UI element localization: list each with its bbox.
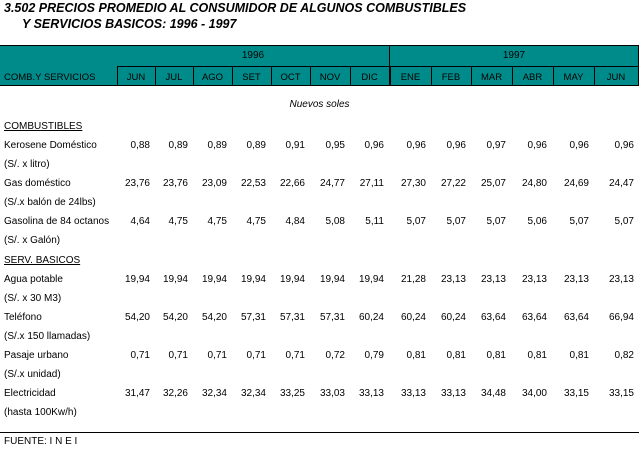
table-cell: 25,07 [480,178,506,189]
table-cell: 57,31 [279,312,305,323]
row-label-header: COMB.Y SERVICIOS [4,72,96,83]
table-cell: 0,95 [325,140,345,151]
year-1997: 1997 [502,50,526,61]
table-cell: 4,75 [168,216,188,227]
month-divider [117,67,118,85]
month-header: JUN [606,72,626,83]
table-cell: 33,13 [400,388,426,399]
table-cell: 0,71 [207,350,227,361]
table-cell: 27,11 [359,178,384,189]
table-cell: 60,24 [358,312,384,323]
row-label: Teléfono [4,312,42,323]
table-cell: 27,30 [400,178,426,189]
month-divider [471,67,472,85]
row-unit: (S/.x 150 llamadas) [4,331,91,342]
table-cell: 0,88 [130,140,150,151]
month-header: ENE [400,72,421,83]
table-cell: 33,15 [563,388,589,399]
table-cell: 34,00 [521,388,547,399]
table-cell: 0,81 [446,350,466,361]
table-cell: 0,89 [168,140,188,151]
table-cell: 5,07 [569,216,589,227]
table-cell: 0,81 [406,350,426,361]
month-divider [553,67,554,85]
table-cell: 19,94 [240,274,266,285]
table-cell: 33,15 [608,388,634,399]
month-divider [232,67,233,85]
month-header: AGO [201,72,224,83]
table-cell: 21,28 [400,274,426,285]
table-cell: 63,64 [480,312,506,323]
table-cell: 0,71 [130,350,150,361]
table-cell: 23,13 [480,274,506,285]
section-heading: SERV. BASICOS [4,255,81,266]
table-cell: 23,13 [563,274,589,285]
month-divider [390,67,391,85]
table-cell: 31,47 [124,388,150,399]
month-header: OCT [280,72,301,83]
section-heading: COMBUSTIBLES [4,121,83,132]
table-cell: 0,91 [285,140,305,151]
table-cell: 19,94 [124,274,150,285]
table-cell: 60,24 [400,312,426,323]
table-cell: 23,13 [521,274,547,285]
table-cell: 5,07 [446,216,466,227]
month-divider [271,67,272,85]
table-cell: 0,71 [246,350,266,361]
table-cell: 5,08 [325,216,345,227]
table-cell: 54,20 [201,312,227,323]
row-unit: (S/. x 30 M3) [4,293,62,304]
month-divider [512,67,513,85]
table-cell: 5,07 [486,216,506,227]
table-cell: 24,47 [608,178,634,189]
table-title-line-1: 3.502 PRECIOS PROMEDIO AL CONSUMIDOR DE ALGUNOS COMBUSTIBLES [4,1,467,15]
row-unit: (hasta 100Kw/h) [4,407,77,418]
header-top-rule [0,45,639,46]
units-label: Nuevos soles [289,99,350,110]
table-cell: 32,26 [162,388,188,399]
row-label: Gasolina de 84 octanos [4,216,110,227]
row-unit: (S/. x litro) [4,159,50,170]
month-header: ABR [522,72,543,83]
table-cell: 63,64 [563,312,589,323]
table-cell: 0,96 [446,140,466,151]
table-cell: 63,64 [521,312,547,323]
table-cell: 5,06 [527,216,547,227]
row-unit: (S/. x Galón) [4,235,61,246]
footer-rule [0,432,639,433]
table-cell: 19,94 [201,274,227,285]
month-header: MAY [563,72,584,83]
month-divider [193,67,194,85]
row-label: Agua potable [4,274,63,285]
table-cell: 33,13 [440,388,466,399]
table-cell: 0,71 [168,350,188,361]
table-cell: 22,66 [279,178,305,189]
table-cell: 27,22 [440,178,466,189]
table-cell: 23,13 [440,274,466,285]
table-cell: 0,71 [285,350,305,361]
month-divider [594,67,595,85]
month-header: MAR [480,72,503,83]
table-cell: 60,24 [440,312,466,323]
table-cell: 0,79 [364,350,384,361]
table-cell: 23,76 [124,178,150,189]
table-cell: 0,96 [406,140,426,151]
month-divider [155,67,156,85]
month-header: NOV [319,72,341,83]
year-1996: 1996 [241,50,265,61]
table-cell: 33,25 [279,388,305,399]
table-cell: 0,96 [569,140,589,151]
row-label: Kerosene Doméstico [4,140,97,151]
month-header: JUL [165,72,183,83]
table-cell: 0,82 [614,350,634,361]
month-header: JUN [126,72,146,83]
table-cell: 0,89 [207,140,227,151]
table-cell: 0,89 [246,140,266,151]
table-cell: 24,69 [563,178,589,189]
table-cell: 24,80 [521,178,547,189]
table-cell: 66,94 [608,312,634,323]
table-cell: 4,84 [285,216,305,227]
table-cell: 34,48 [480,388,506,399]
row-label: Electricidad [4,388,56,399]
table-cell: 19,94 [358,274,384,285]
table-cell: 22,53 [240,178,266,189]
table-cell: 23,13 [608,274,634,285]
table-cell: 5,07 [406,216,426,227]
table-cell: 54,20 [124,312,150,323]
month-divider [350,67,351,85]
table-cell: 4,75 [207,216,227,227]
month-header: SET [242,72,261,83]
source-note: FUENTE: I N E I [4,436,78,447]
table-cell: 0,96 [614,140,634,151]
table-cell: 0,81 [486,350,506,361]
table-cell: 0,72 [325,350,345,361]
table-cell: 0,96 [364,140,384,151]
row-label: Gas doméstico [4,178,71,189]
table-cell: 57,31 [240,312,266,323]
table-cell: 19,94 [162,274,188,285]
month-header: FEB [441,72,461,83]
row-unit: (S/.x balón de 24lbs) [4,197,96,208]
header-year-rule [117,66,639,67]
table-cell: 5,11 [365,216,384,227]
table-cell: 19,94 [319,274,345,285]
table-cell: 19,94 [279,274,305,285]
table-cell: 0,81 [569,350,589,361]
table-cell: 32,34 [240,388,266,399]
table-cell: 0,97 [486,140,506,151]
table-cell: 54,20 [162,312,188,323]
table-cell: 32,34 [201,388,227,399]
month-divider [310,67,311,85]
table-cell: 33,03 [319,388,345,399]
row-label: Pasaje urbano [4,350,69,361]
table-cell: 23,09 [201,178,227,189]
table-cell: 4,64 [130,216,150,227]
table-cell: 24,77 [319,178,345,189]
row-unit: (S/.x unidad) [4,369,61,380]
table-cell: 0,81 [527,350,547,361]
month-header: DIC [361,72,378,83]
table-cell: 5,07 [614,216,634,227]
table-cell: 0,96 [527,140,547,151]
header-bottom-rule [0,85,639,86]
table-cell: 23,76 [162,178,188,189]
table-cell: 4,75 [246,216,266,227]
table-title-line-2: Y SERVICIOS BASICOS: 1996 - 1997 [22,17,237,31]
month-divider [431,67,432,85]
table-cell: 33,13 [358,388,384,399]
table-cell: 57,31 [319,312,345,323]
